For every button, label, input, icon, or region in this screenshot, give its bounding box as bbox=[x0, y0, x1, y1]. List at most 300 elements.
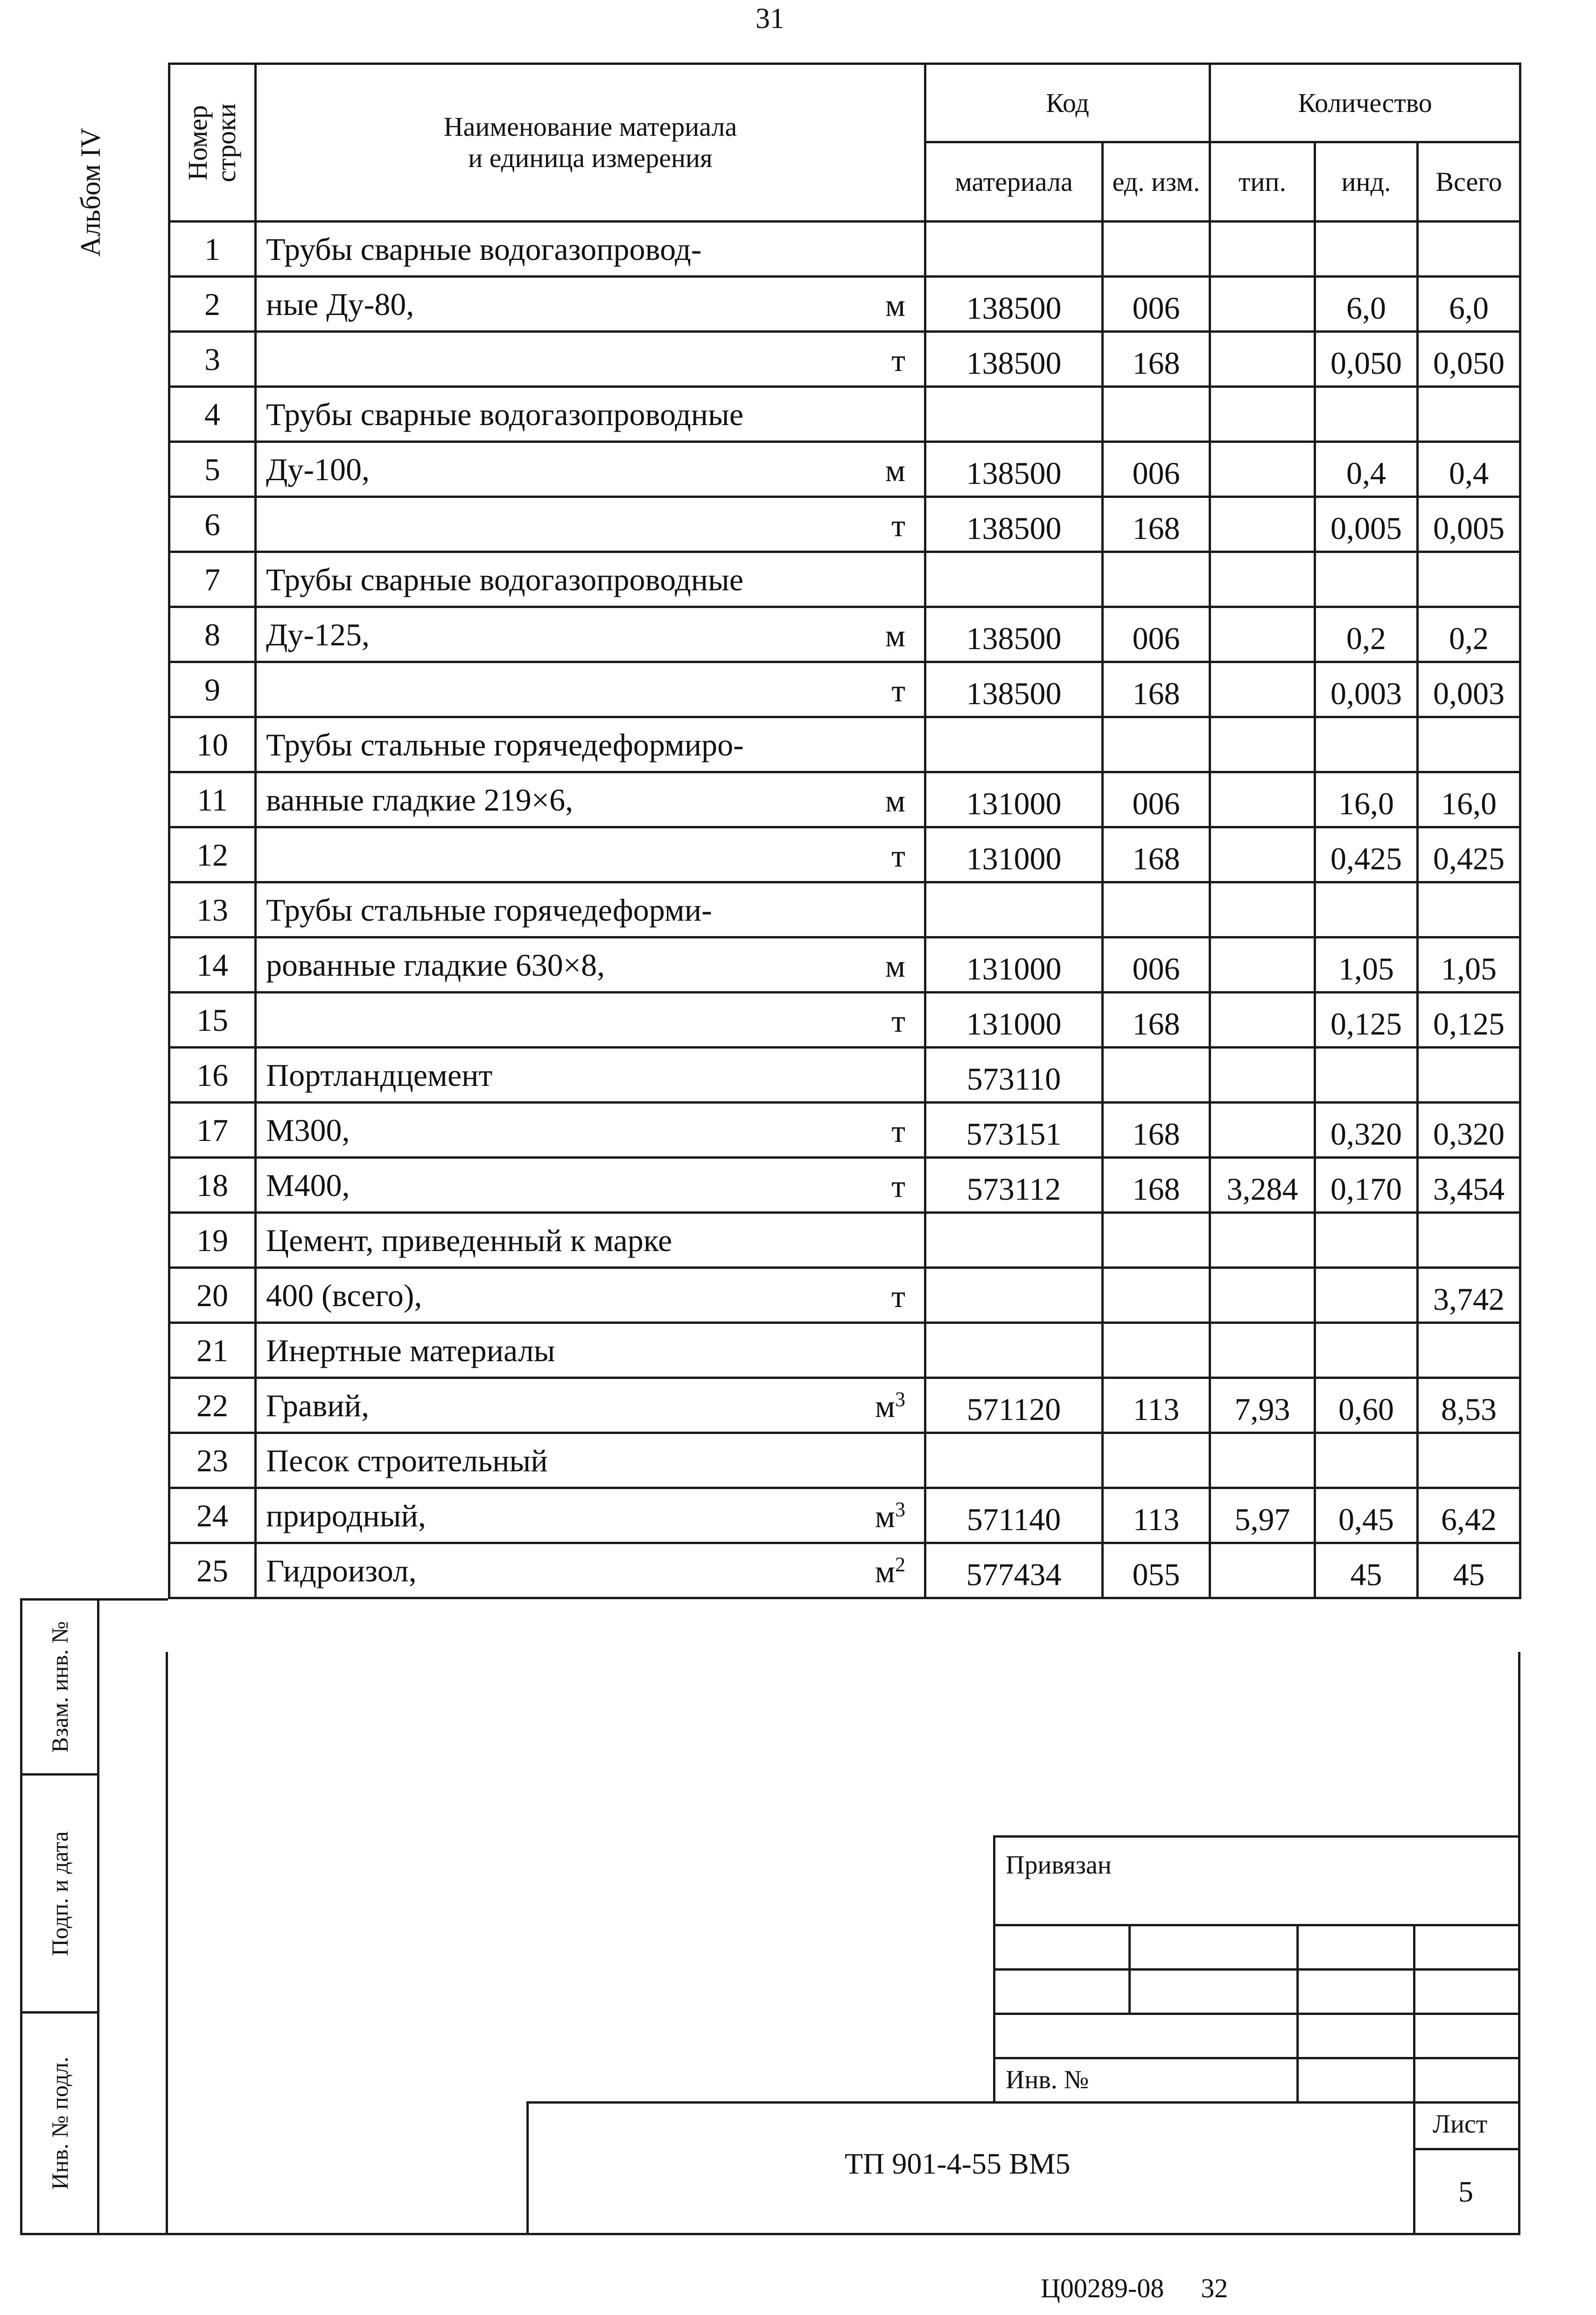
row-number-cell: 17 bbox=[169, 1103, 256, 1158]
material-name-cell bbox=[256, 882, 925, 937]
header-name-line1: Наименование материала bbox=[443, 111, 737, 142]
unit-of-measure bbox=[891, 510, 905, 541]
row-number-cell: 13 bbox=[169, 882, 256, 937]
table-row bbox=[169, 1543, 1520, 1598]
frame-bottom bbox=[166, 2233, 1520, 2235]
unit-text: м bbox=[885, 948, 905, 984]
row-number-cell: 12 bbox=[169, 827, 256, 882]
qty-typ-cell bbox=[1210, 1213, 1315, 1268]
qty-typ-cell bbox=[1210, 717, 1315, 772]
material-name-cell bbox=[256, 1433, 925, 1488]
unit-code-cell bbox=[1103, 1433, 1210, 1488]
row-number-cell: 24 bbox=[169, 1488, 256, 1543]
material-code-cell: 573112 bbox=[925, 1158, 1103, 1213]
qty-ind-cell bbox=[1315, 552, 1418, 607]
tb-privyazan-label: Привязан bbox=[1006, 1851, 1112, 1880]
unit-of-measure bbox=[891, 840, 905, 872]
unit-code-cell: 006 bbox=[1103, 277, 1210, 332]
qty-total-cell bbox=[1418, 882, 1520, 937]
tb-col2 bbox=[1296, 1924, 1299, 2101]
qty-total-cell bbox=[1418, 717, 1520, 772]
unit-of-measure bbox=[875, 1499, 905, 1532]
side-stamp-podp bbox=[20, 1776, 99, 2011]
material-code-cell bbox=[925, 1268, 1103, 1323]
unit-code-cell: 006 bbox=[1103, 607, 1210, 662]
qty-ind-cell: 0,4 bbox=[1315, 442, 1418, 497]
qty-typ-cell: 3,284 bbox=[1210, 1158, 1315, 1213]
qty-total-cell: 8,53 bbox=[1418, 1378, 1520, 1433]
qty-typ-cell bbox=[1210, 607, 1315, 662]
material-code-cell: 138500 bbox=[925, 332, 1103, 387]
material-name: Портландцемент bbox=[266, 1057, 493, 1093]
row-number-cell: 1 bbox=[169, 222, 256, 277]
qty-total-cell: 6,0 bbox=[1418, 277, 1520, 332]
qty-total-cell: 1,05 bbox=[1418, 937, 1520, 993]
material-name-cell bbox=[256, 1268, 925, 1323]
qty-total-cell: 3,454 bbox=[1418, 1158, 1520, 1213]
table-row bbox=[169, 277, 1520, 332]
qty-ind-cell: 0,425 bbox=[1315, 827, 1418, 882]
material-name-cell bbox=[256, 1103, 925, 1158]
row-number-cell: 14 bbox=[169, 937, 256, 993]
qty-total-cell: 0,320 bbox=[1418, 1103, 1520, 1158]
unit-text: м bbox=[875, 1389, 895, 1424]
unit-code-cell bbox=[1103, 222, 1210, 277]
header-code-material: материала bbox=[925, 142, 1103, 222]
qty-ind-cell: 0,320 bbox=[1315, 1103, 1418, 1158]
header-quantity-group: Количество bbox=[1210, 64, 1520, 142]
qty-total-cell: 0,425 bbox=[1418, 827, 1520, 882]
unit-superscript: 2 bbox=[895, 1553, 905, 1576]
qty-total-cell: 0,050 bbox=[1418, 332, 1520, 387]
material-name-cell bbox=[256, 607, 925, 662]
tb-col3 bbox=[1413, 1924, 1415, 2101]
unit-text: м bbox=[885, 453, 905, 488]
material-code-cell bbox=[925, 387, 1103, 442]
unit-of-measure bbox=[885, 455, 905, 486]
material-code-cell: 573151 bbox=[925, 1103, 1103, 1158]
frame-left-lower bbox=[166, 1652, 168, 2235]
qty-ind-cell: 45 bbox=[1315, 1543, 1418, 1598]
material-name: ванные гладкие 219×6, bbox=[266, 782, 574, 818]
header-qty-ind: инд. bbox=[1315, 142, 1418, 222]
qty-ind-cell: 16,0 bbox=[1315, 772, 1418, 827]
unit-of-measure bbox=[885, 785, 905, 817]
material-name-cell bbox=[256, 277, 925, 332]
qty-typ-cell bbox=[1210, 1268, 1315, 1323]
material-name-cell bbox=[256, 1323, 925, 1378]
material-code-cell bbox=[925, 1433, 1103, 1488]
qty-typ-cell bbox=[1210, 552, 1315, 607]
unit-code-cell bbox=[1103, 387, 1210, 442]
material-code-cell: 571120 bbox=[925, 1378, 1103, 1433]
row-number-cell: 3 bbox=[169, 332, 256, 387]
qty-total-cell: 3,742 bbox=[1418, 1268, 1520, 1323]
material-name: Ду-100, bbox=[266, 451, 370, 487]
unit-of-measure bbox=[885, 620, 905, 651]
material-name-cell bbox=[256, 552, 925, 607]
tb-col1 bbox=[1128, 1924, 1131, 2013]
tb-row3 bbox=[993, 2013, 1520, 2015]
unit-of-measure bbox=[875, 1554, 905, 1588]
material-name: М400, bbox=[266, 1167, 350, 1203]
table-row bbox=[169, 662, 1520, 717]
qty-total-cell: 0,005 bbox=[1418, 497, 1520, 552]
table-row bbox=[169, 772, 1520, 827]
material-name-cell bbox=[256, 772, 925, 827]
material-name: природный, bbox=[266, 1497, 426, 1533]
row-number-cell: 25 bbox=[169, 1543, 256, 1598]
unit-text: м bbox=[875, 1554, 895, 1589]
unit-text: т bbox=[891, 1279, 905, 1314]
table-row bbox=[169, 1433, 1520, 1488]
unit-code-cell bbox=[1103, 552, 1210, 607]
material-name-cell bbox=[256, 497, 925, 552]
table-row bbox=[169, 1488, 1520, 1543]
material-name: Трубы сварные водогазопроводные bbox=[266, 396, 744, 432]
qty-typ-cell bbox=[1210, 937, 1315, 993]
qty-total-cell: 6,42 bbox=[1418, 1488, 1520, 1543]
unit-text: т bbox=[891, 838, 905, 874]
qty-total-cell: 0,125 bbox=[1418, 993, 1520, 1048]
material-name-cell bbox=[256, 1213, 925, 1268]
qty-typ-cell bbox=[1210, 993, 1315, 1048]
qty-ind-cell: 1,05 bbox=[1315, 937, 1418, 993]
tb-sheet-div bbox=[1413, 2148, 1520, 2150]
table-row bbox=[169, 387, 1520, 442]
table-row bbox=[169, 993, 1520, 1048]
qty-ind-cell: 0,125 bbox=[1315, 993, 1418, 1048]
qty-ind-cell: 0,45 bbox=[1315, 1488, 1418, 1543]
material-code-cell: 138500 bbox=[925, 442, 1103, 497]
row-number-cell: 5 bbox=[169, 442, 256, 497]
header-name-line2: и единица измерения bbox=[468, 142, 713, 173]
table-row bbox=[169, 717, 1520, 772]
row-number-cell: 22 bbox=[169, 1378, 256, 1433]
qty-typ-cell bbox=[1210, 772, 1315, 827]
unit-code-cell: 168 bbox=[1103, 497, 1210, 552]
header-row-number-text: Номер строки bbox=[182, 103, 241, 182]
page-number: 31 bbox=[756, 3, 784, 35]
qty-total-cell: 16,0 bbox=[1418, 772, 1520, 827]
material-code-cell: 138500 bbox=[925, 607, 1103, 662]
qty-typ-cell bbox=[1210, 277, 1315, 332]
material-name: Трубы сварные водогазопроводные bbox=[266, 561, 744, 597]
unit-text: м bbox=[875, 1499, 895, 1534]
row-number-cell: 16 bbox=[169, 1048, 256, 1103]
unit-code-cell: 168 bbox=[1103, 662, 1210, 717]
unit-code-cell: 168 bbox=[1103, 827, 1210, 882]
material-name: Гидроизол, bbox=[266, 1553, 417, 1588]
unit-of-measure bbox=[891, 675, 905, 706]
qty-ind-cell bbox=[1315, 717, 1418, 772]
material-code-cell: 131000 bbox=[925, 937, 1103, 993]
material-name: Трубы сварные водогазопровод- bbox=[266, 231, 702, 267]
tb-inv-label: Инв. № bbox=[1006, 2065, 1089, 2094]
qty-typ-cell bbox=[1210, 1543, 1315, 1598]
qty-typ-cell bbox=[1210, 1048, 1315, 1103]
unit-text: т bbox=[891, 1003, 905, 1039]
qty-ind-cell: 6,0 bbox=[1315, 277, 1418, 332]
unit-code-cell: 168 bbox=[1103, 1158, 1210, 1213]
sheet-label: Лист bbox=[1433, 2110, 1488, 2139]
unit-text: м bbox=[885, 287, 905, 323]
row-number-cell: 7 bbox=[169, 552, 256, 607]
header-code-unit: ед. изм. bbox=[1103, 142, 1210, 222]
unit-code-cell bbox=[1103, 1048, 1210, 1103]
unit-of-measure bbox=[891, 344, 905, 376]
material-name-cell bbox=[256, 993, 925, 1048]
unit-code-cell bbox=[1103, 882, 1210, 937]
unit-code-cell: 168 bbox=[1103, 332, 1210, 387]
qty-ind-cell bbox=[1315, 387, 1418, 442]
material-name-cell bbox=[256, 1378, 925, 1433]
qty-total-cell bbox=[1418, 1433, 1520, 1488]
album-label: Альбом IV bbox=[75, 127, 106, 257]
material-code-cell bbox=[925, 882, 1103, 937]
row-number-cell: 18 bbox=[169, 1158, 256, 1213]
header-qty-typ: тип. bbox=[1210, 142, 1315, 222]
unit-code-cell: 113 bbox=[1103, 1488, 1210, 1543]
qty-ind-cell: 0,2 bbox=[1315, 607, 1418, 662]
material-code-cell bbox=[925, 717, 1103, 772]
qty-typ-cell bbox=[1210, 387, 1315, 442]
qty-ind-cell: 0,005 bbox=[1315, 497, 1418, 552]
side-stamp-vzam bbox=[20, 1601, 99, 1773]
table-row bbox=[169, 332, 1520, 387]
table-row bbox=[169, 827, 1520, 882]
qty-total-cell: 0,003 bbox=[1418, 662, 1520, 717]
qty-ind-cell: 0,170 bbox=[1315, 1158, 1418, 1213]
unit-code-cell: 055 bbox=[1103, 1543, 1210, 1598]
qty-typ-cell bbox=[1210, 1323, 1315, 1378]
qty-total-cell: 0,4 bbox=[1418, 442, 1520, 497]
header-code-group: Код bbox=[925, 64, 1210, 142]
row-number-cell: 23 bbox=[169, 1433, 256, 1488]
material-name: рованные гладкие 630×8, bbox=[266, 947, 605, 983]
qty-typ-cell: 5,97 bbox=[1210, 1488, 1315, 1543]
tb-privyazan-top bbox=[993, 1835, 1520, 1838]
table-row bbox=[169, 1048, 1520, 1103]
unit-code-cell bbox=[1103, 1268, 1210, 1323]
materials-table bbox=[168, 63, 1521, 1599]
qty-ind-cell: 0,050 bbox=[1315, 332, 1418, 387]
material-code-cell: 131000 bbox=[925, 993, 1103, 1048]
row-number-cell: 6 bbox=[169, 497, 256, 552]
qty-typ-cell: 7,93 bbox=[1210, 1378, 1315, 1433]
material-name-cell bbox=[256, 1543, 925, 1598]
qty-total-cell: 0,2 bbox=[1418, 607, 1520, 662]
unit-of-measure bbox=[891, 1115, 905, 1147]
qty-total-cell bbox=[1418, 387, 1520, 442]
material-name-cell bbox=[256, 662, 925, 717]
sheet-value: 5 bbox=[1458, 2175, 1473, 2208]
tb-main-top bbox=[526, 2101, 1520, 2104]
qty-total-cell bbox=[1418, 1323, 1520, 1378]
unit-text: т bbox=[891, 1168, 905, 1204]
row-number-cell: 4 bbox=[169, 387, 256, 442]
row-number-cell: 21 bbox=[169, 1323, 256, 1378]
material-name-cell bbox=[256, 442, 925, 497]
footer-code bbox=[1041, 2273, 1228, 2304]
unit-code-cell bbox=[1103, 1323, 1210, 1378]
unit-code-cell: 006 bbox=[1103, 937, 1210, 993]
table-row bbox=[169, 1213, 1520, 1268]
qty-typ-cell bbox=[1210, 827, 1315, 882]
unit-text: т bbox=[891, 343, 905, 378]
unit-code-cell: 006 bbox=[1103, 772, 1210, 827]
tb-main-left bbox=[526, 2101, 529, 2235]
unit-text: т bbox=[891, 1113, 905, 1149]
material-name-cell bbox=[256, 1488, 925, 1543]
material-name: Трубы стальные горячедеформиро- bbox=[266, 727, 744, 762]
table-row bbox=[169, 882, 1520, 937]
unit-superscript: 3 bbox=[895, 1388, 905, 1411]
unit-superscript: 3 bbox=[895, 1498, 905, 1521]
row-number-cell: 20 bbox=[169, 1268, 256, 1323]
table-row bbox=[169, 552, 1520, 607]
unit-of-measure bbox=[891, 1005, 905, 1037]
qty-typ-cell bbox=[1210, 882, 1315, 937]
material-code-cell: 138500 bbox=[925, 662, 1103, 717]
table-row bbox=[169, 222, 1520, 277]
qty-ind-cell bbox=[1315, 1213, 1418, 1268]
material-code-cell bbox=[925, 1213, 1103, 1268]
material-name: Инертные материалы bbox=[266, 1332, 555, 1368]
unit-of-measure bbox=[875, 1389, 905, 1422]
material-name-cell bbox=[256, 387, 925, 442]
material-code-cell bbox=[925, 222, 1103, 277]
material-name: Ду-125, bbox=[266, 616, 370, 652]
qty-typ-cell bbox=[1210, 497, 1315, 552]
row-number-cell: 15 bbox=[169, 993, 256, 1048]
table-row bbox=[169, 1158, 1520, 1213]
table-row bbox=[169, 1103, 1520, 1158]
row-number-cell: 8 bbox=[169, 607, 256, 662]
material-code-cell bbox=[925, 552, 1103, 607]
qty-total-cell bbox=[1418, 1213, 1520, 1268]
qty-ind-cell: 0,60 bbox=[1315, 1378, 1418, 1433]
material-code-cell: 131000 bbox=[925, 772, 1103, 827]
unit-text: м bbox=[885, 783, 905, 818]
row-number-cell: 19 bbox=[169, 1213, 256, 1268]
qty-ind-cell bbox=[1315, 222, 1418, 277]
material-code-cell: 131000 bbox=[925, 827, 1103, 882]
unit-text: т bbox=[891, 673, 905, 708]
footer-code-text: Ц00289-08 bbox=[1041, 2273, 1164, 2303]
unit-text: м bbox=[885, 618, 905, 653]
row-number-cell: 9 bbox=[169, 662, 256, 717]
material-code-cell: 138500 bbox=[925, 497, 1103, 552]
material-name-cell bbox=[256, 1158, 925, 1213]
header-qty-total: Всего bbox=[1418, 142, 1520, 222]
qty-ind-cell bbox=[1315, 882, 1418, 937]
header-row-number bbox=[169, 64, 256, 222]
unit-text: т bbox=[891, 508, 905, 543]
qty-typ-cell bbox=[1210, 442, 1315, 497]
unit-code-cell: 113 bbox=[1103, 1378, 1210, 1433]
material-name-cell bbox=[256, 827, 925, 882]
qty-total-cell bbox=[1418, 1048, 1520, 1103]
material-name: ные Ду-80, bbox=[266, 286, 414, 322]
table-row bbox=[169, 1268, 1520, 1323]
material-code-cell bbox=[925, 1323, 1103, 1378]
material-name: М300, bbox=[266, 1112, 350, 1148]
material-name-cell bbox=[256, 332, 925, 387]
table-row bbox=[169, 937, 1520, 993]
unit-of-measure bbox=[891, 1280, 905, 1312]
unit-of-measure bbox=[885, 950, 905, 982]
material-name: Песок строительный bbox=[266, 1442, 548, 1478]
document-code: ТП 901-4-55 ВМ5 bbox=[845, 2147, 1071, 2180]
table-row bbox=[169, 442, 1520, 497]
unit-code-cell bbox=[1103, 1213, 1210, 1268]
unit-code-cell bbox=[1103, 717, 1210, 772]
material-name: Гравий, bbox=[266, 1387, 370, 1423]
tb-sheet-left bbox=[1413, 2101, 1415, 2235]
material-code-cell: 138500 bbox=[925, 277, 1103, 332]
side-stamp-bottom bbox=[20, 2233, 168, 2235]
table-row bbox=[169, 1378, 1520, 1433]
qty-total-cell bbox=[1418, 552, 1520, 607]
qty-ind-cell: 0,003 bbox=[1315, 662, 1418, 717]
material-code-cell: 573110 bbox=[925, 1048, 1103, 1103]
qty-typ-cell bbox=[1210, 662, 1315, 717]
side-stamp-inv-podl bbox=[20, 2014, 99, 2233]
side-stamp-vzam-text: Взам. инв. № bbox=[47, 1621, 73, 1753]
side-stamp-podp-text: Подп. и дата bbox=[47, 1831, 73, 1956]
footer-number: 32 bbox=[1201, 2273, 1228, 2303]
material-name: Цемент, приведенный к марке bbox=[266, 1222, 672, 1258]
material-name-cell bbox=[256, 717, 925, 772]
tb-row2 bbox=[993, 1968, 1520, 1971]
row-number-cell: 2 bbox=[169, 277, 256, 332]
table-row bbox=[169, 497, 1520, 552]
unit-code-cell: 006 bbox=[1103, 442, 1210, 497]
table-row bbox=[169, 1323, 1520, 1378]
material-code-cell: 577434 bbox=[925, 1543, 1103, 1598]
side-stamp-inv-podl-text: Инв. № подл. bbox=[47, 2056, 73, 2190]
qty-ind-cell bbox=[1315, 1323, 1418, 1378]
qty-typ-cell bbox=[1210, 1433, 1315, 1488]
material-name-cell bbox=[256, 937, 925, 993]
qty-typ-cell bbox=[1210, 222, 1315, 277]
material-name-cell bbox=[256, 222, 925, 277]
row-number-cell: 11 bbox=[169, 772, 256, 827]
table-body bbox=[169, 222, 1520, 1598]
table-row bbox=[169, 607, 1520, 662]
qty-typ-cell bbox=[1210, 1103, 1315, 1158]
qty-total-cell bbox=[1418, 222, 1520, 277]
unit-of-measure bbox=[891, 1170, 905, 1202]
material-name: 400 (всего), bbox=[266, 1277, 422, 1313]
qty-total-cell: 45 bbox=[1418, 1543, 1520, 1598]
unit-of-measure bbox=[885, 289, 905, 321]
unit-code-cell: 168 bbox=[1103, 1103, 1210, 1158]
material-name: Трубы стальные горячедеформи- bbox=[266, 892, 712, 928]
tb-row1 bbox=[993, 1924, 1520, 1926]
qty-ind-cell bbox=[1315, 1433, 1418, 1488]
qty-ind-cell bbox=[1315, 1048, 1418, 1103]
material-name-cell bbox=[256, 1048, 925, 1103]
row-number-cell: 10 bbox=[169, 717, 256, 772]
header-name bbox=[256, 64, 925, 222]
tb-row4 bbox=[993, 2057, 1520, 2059]
qty-ind-cell bbox=[1315, 1268, 1418, 1323]
material-code-cell: 571140 bbox=[925, 1488, 1103, 1543]
unit-code-cell: 168 bbox=[1103, 993, 1210, 1048]
qty-typ-cell bbox=[1210, 332, 1315, 387]
